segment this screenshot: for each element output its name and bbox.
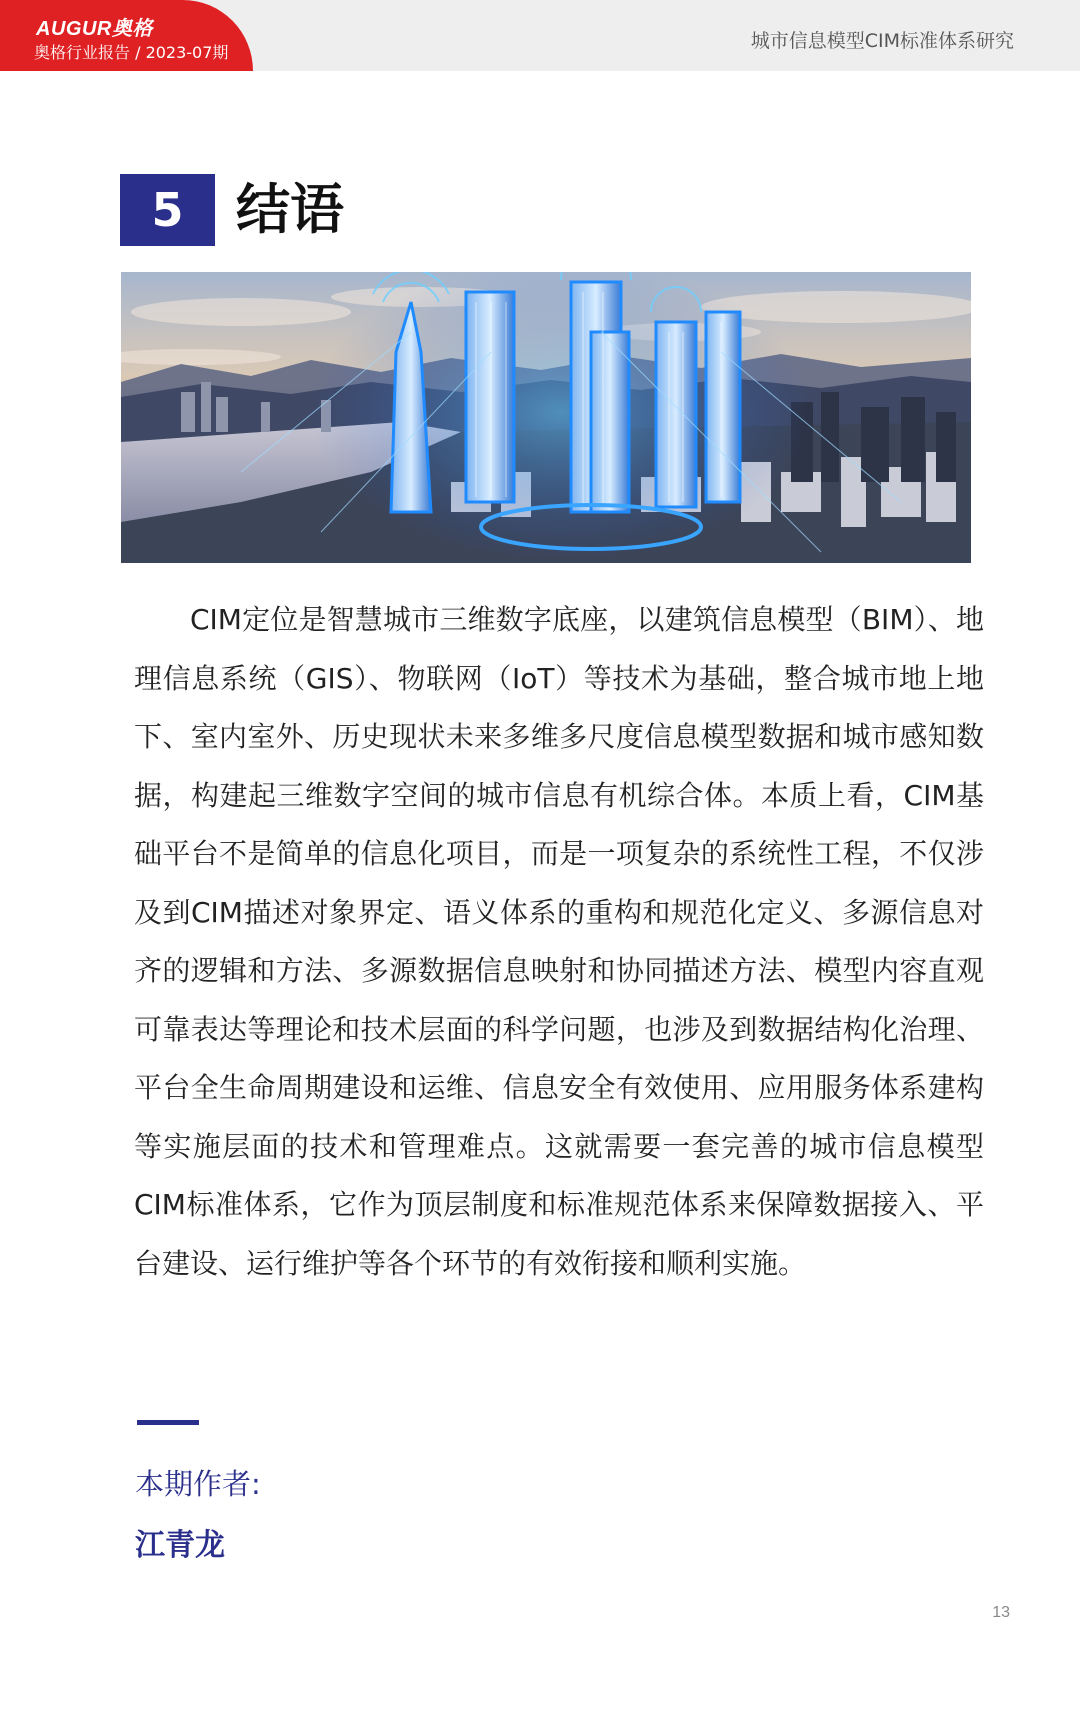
issue-label: 奥格行业报告 / 2023-07期 — [34, 43, 229, 62]
section-number: 5 — [120, 174, 215, 246]
conclusion-paragraph: CIM定位是智慧城市三维数字底座，以建筑信息模型（BIM）、地理信息系统（GIS）、物联网（IoT）等技术为基础，整合城市地上地下、室内室外、历史现状未来多维多尺度信息模型数据和城市感知数据，构建起三维数字空间的城市信息有机综合体。本质上看，CIM基础平台不是简单的信息化项目，而是一项复杂的系统性工程，不仅涉及到CIM描述对象界定、语义体系的重构和规范化定义、多源信息对齐的逻辑和方法、多源数据信息映射和协同描述方法、模型内容直观可靠表达等理论和技术层面的科学问题，也涉及到数据结构化治理、平台全生命周期建设和运维、信息安全有效使用、应用服务体系建构等实施层面的技术和管理难点。这就需要一套完善的城市信息模型CIM标准体系，它作为顶层制度和标准规范体系来保障数据接入、平台建设、运行维护等各个环节的有效衔接和顺利实施。 — [134, 603, 984, 1280]
brand-block — [0, 0, 253, 71]
page-number: 13 — [992, 1604, 1010, 1621]
author-name: 江青龙 — [135, 1528, 225, 1563]
author-divider — [137, 1420, 199, 1425]
brand-logo: AUGUR奥格 — [36, 18, 153, 40]
section-title: 结语 — [236, 178, 344, 241]
report-title: 城市信息模型CIM标准体系研究 — [750, 30, 1014, 52]
hero-image — [121, 272, 971, 563]
author-label: 本期作者: — [135, 1467, 261, 1501]
